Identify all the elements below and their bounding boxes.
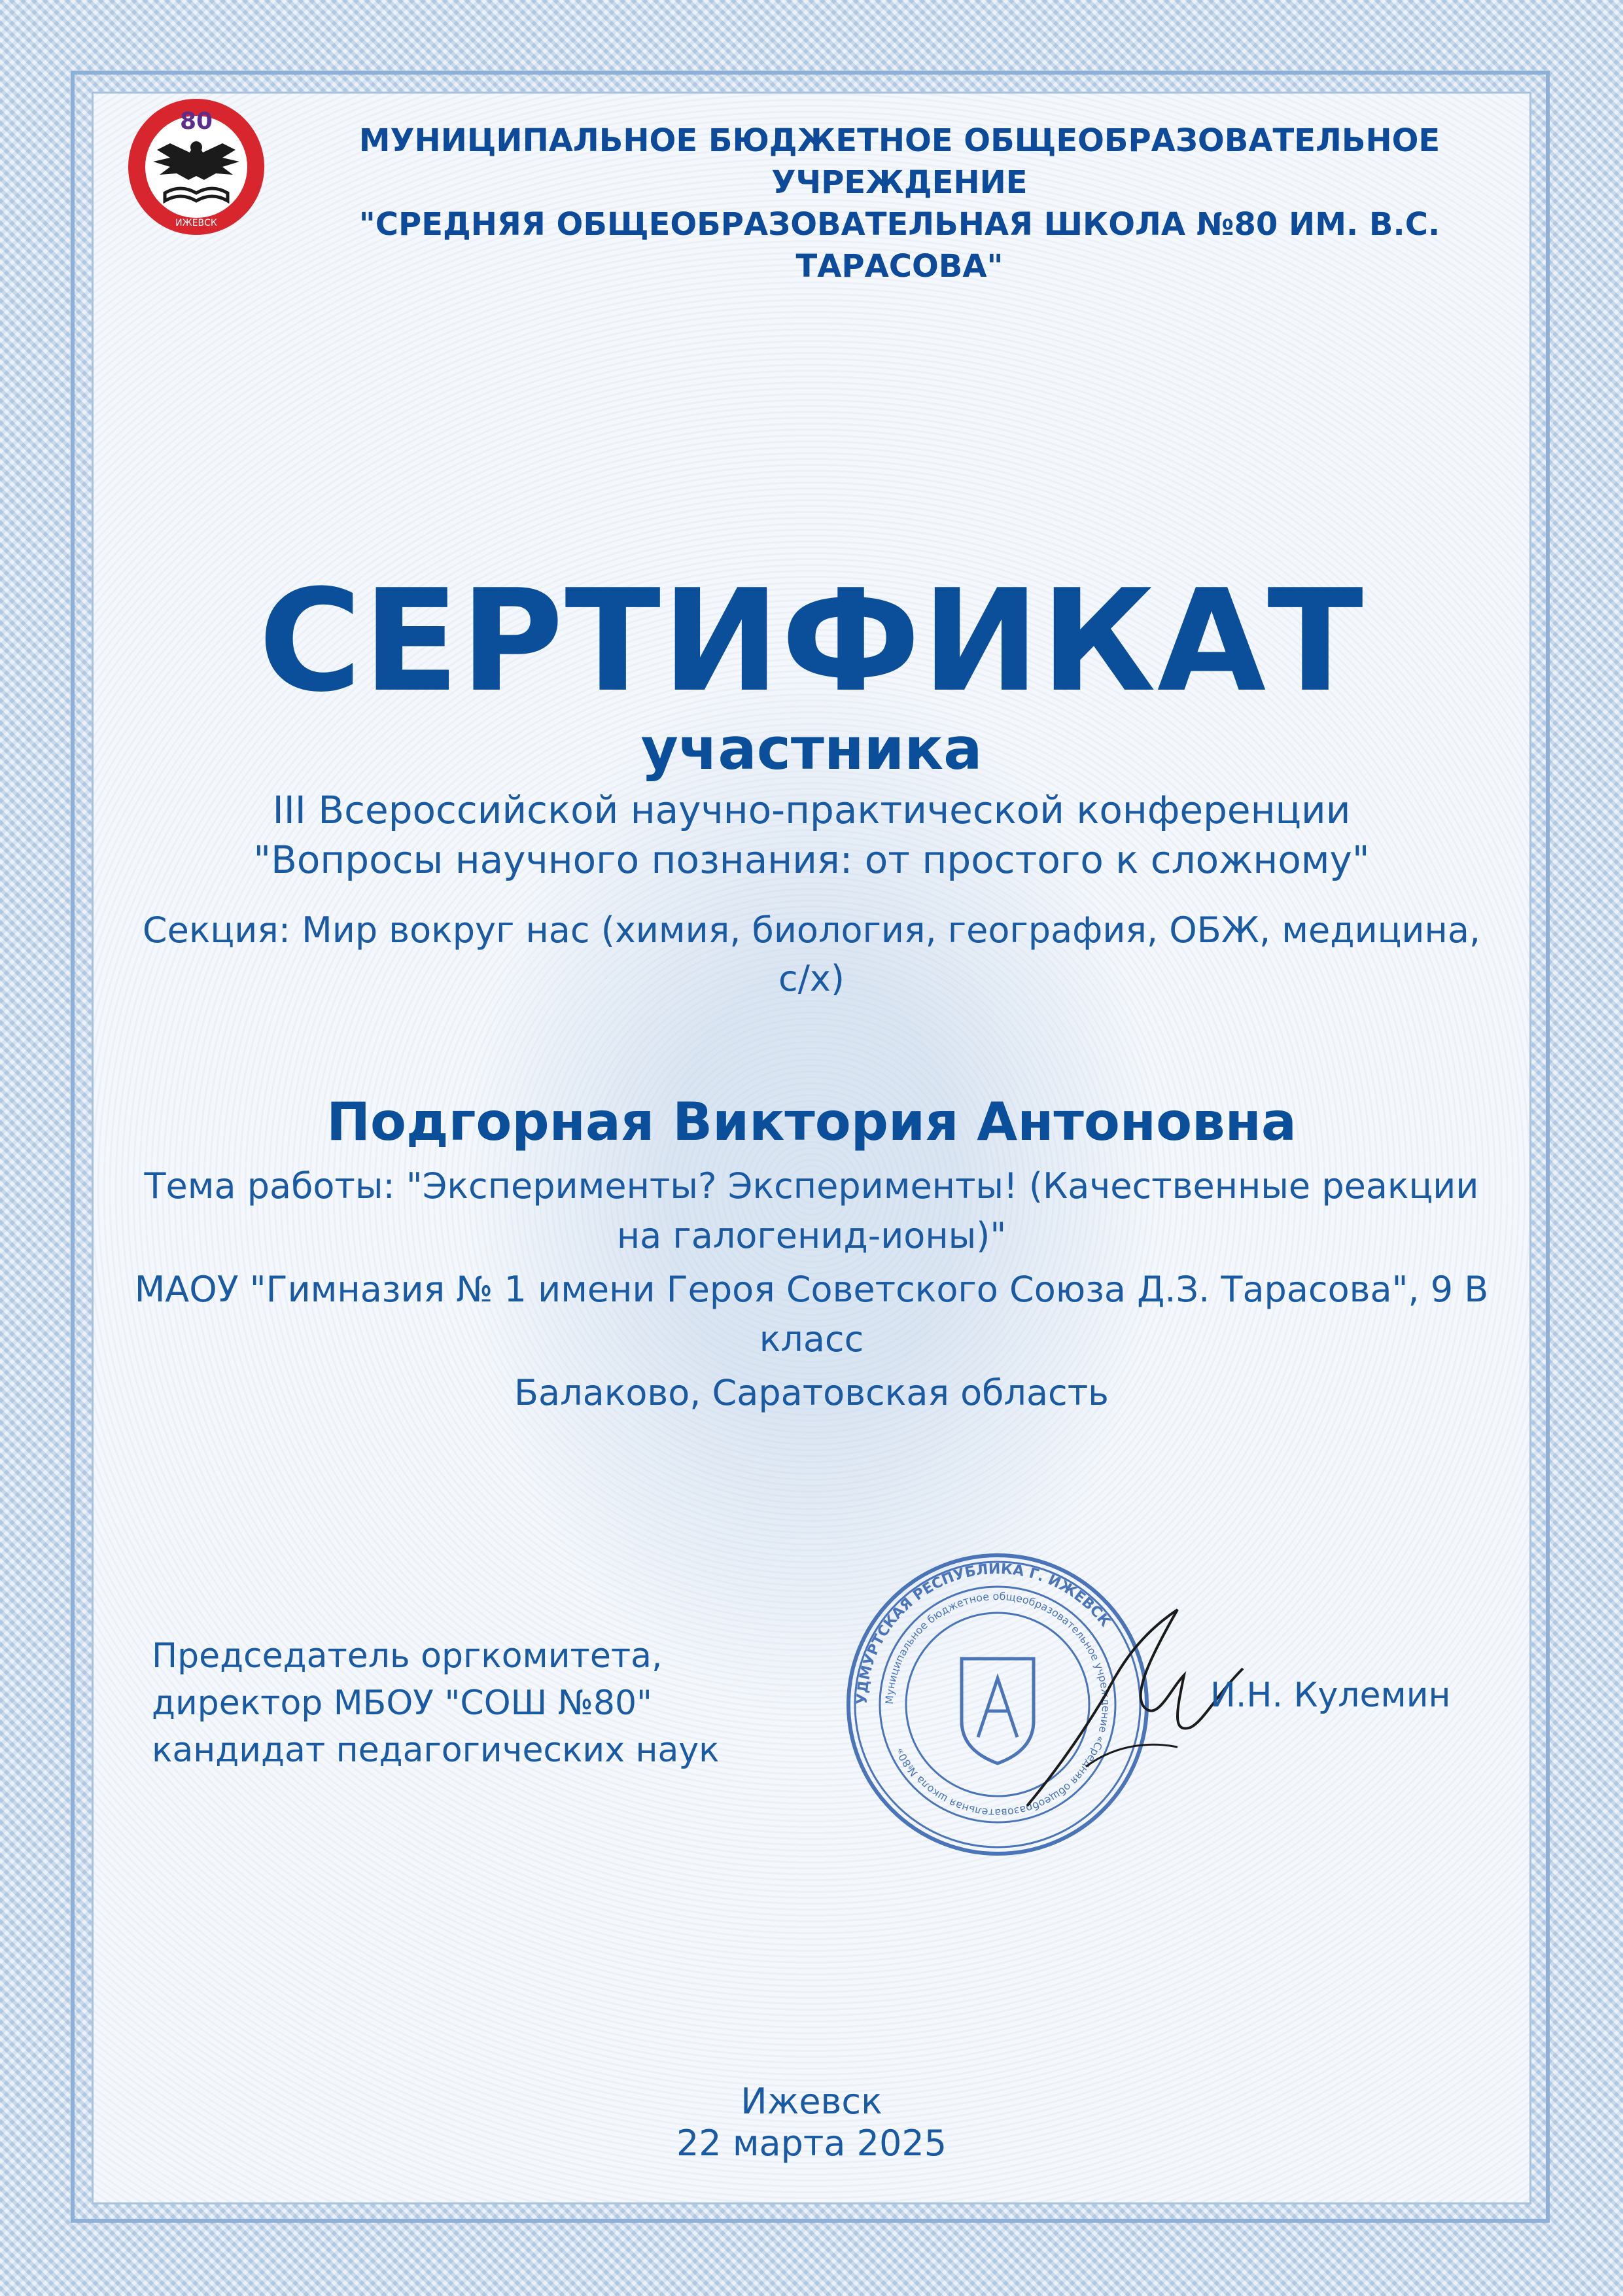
certificate-title: СЕРТИФИКАТ bbox=[258, 559, 1365, 723]
chair-line2: директор МБОУ "СОШ №80" bbox=[152, 1684, 652, 1723]
footer-date: 22 марта 2025 bbox=[676, 2123, 947, 2164]
logo-city: ИЖЕВСК bbox=[175, 218, 217, 228]
work-topic: Тема работы: "Эксперименты? Эксперименты! (Качественные реакции на галогенид-ионы)" bbox=[144, 1165, 1479, 1256]
school-name bbox=[285, 120, 1514, 287]
participant-details bbox=[118, 1161, 1505, 1422]
stamp-inner-text: Муниципальное бюджетное общеобразовательное учреждение «Средняя общеобразовательная школа №80» bbox=[882, 1589, 1113, 1820]
section-name: Секция: Мир вокруг нас (химия, биология, география, ОБЖ, медицина, с/х) bbox=[142, 910, 1481, 999]
event-name bbox=[105, 785, 1518, 885]
certificate-subtitle: участника bbox=[640, 715, 983, 783]
footer bbox=[0, 2081, 1623, 2164]
school-logo bbox=[124, 95, 268, 239]
participant-location: Балаково, Саратовская область bbox=[514, 1372, 1109, 1413]
footer-city: Ижевск bbox=[741, 2081, 882, 2122]
chair-title bbox=[152, 1633, 806, 1774]
participant-name: Подгорная Виктория Антоновна bbox=[326, 1091, 1297, 1152]
event-line2: "Вопросы научного познания: от простого к сложному" bbox=[253, 838, 1370, 882]
eagle-icon bbox=[153, 141, 239, 180]
school-name-line2: "СРЕДНЯЯ ОБЩЕОБРАЗОВАТЕЛЬНАЯ ШКОЛА №80 ИМ. В.С. ТАРАСОВА" bbox=[358, 206, 1440, 285]
signer-name: И.Н. Кулемин bbox=[1210, 1676, 1451, 1715]
stamp-outer-text: УДМУРТСКАЯ РЕСПУБЛИКА Г. ИЖЕВСК bbox=[854, 1561, 1113, 1705]
participant-school: МАОУ "Гимназия № 1 имени Героя Советского Союза Д.З. Тарасова", 9 В класс bbox=[134, 1269, 1489, 1360]
school-name-line1: МУНИЦИПАЛЬНОЕ БЮДЖЕТНОЕ ОБЩЕОБРАЗОВАТЕЛЬНОЕ УЧРЕЖДЕНИЕ bbox=[358, 122, 1440, 201]
chair-line3: кандидат педагогических наук bbox=[152, 1731, 720, 1770]
header bbox=[105, 95, 1518, 285]
event-line1: III Всероссийской научно-практической конференции bbox=[272, 788, 1351, 832]
logo-number: 80 bbox=[179, 108, 213, 135]
chair-line1: Председатель оргкомитета, bbox=[152, 1636, 663, 1676]
